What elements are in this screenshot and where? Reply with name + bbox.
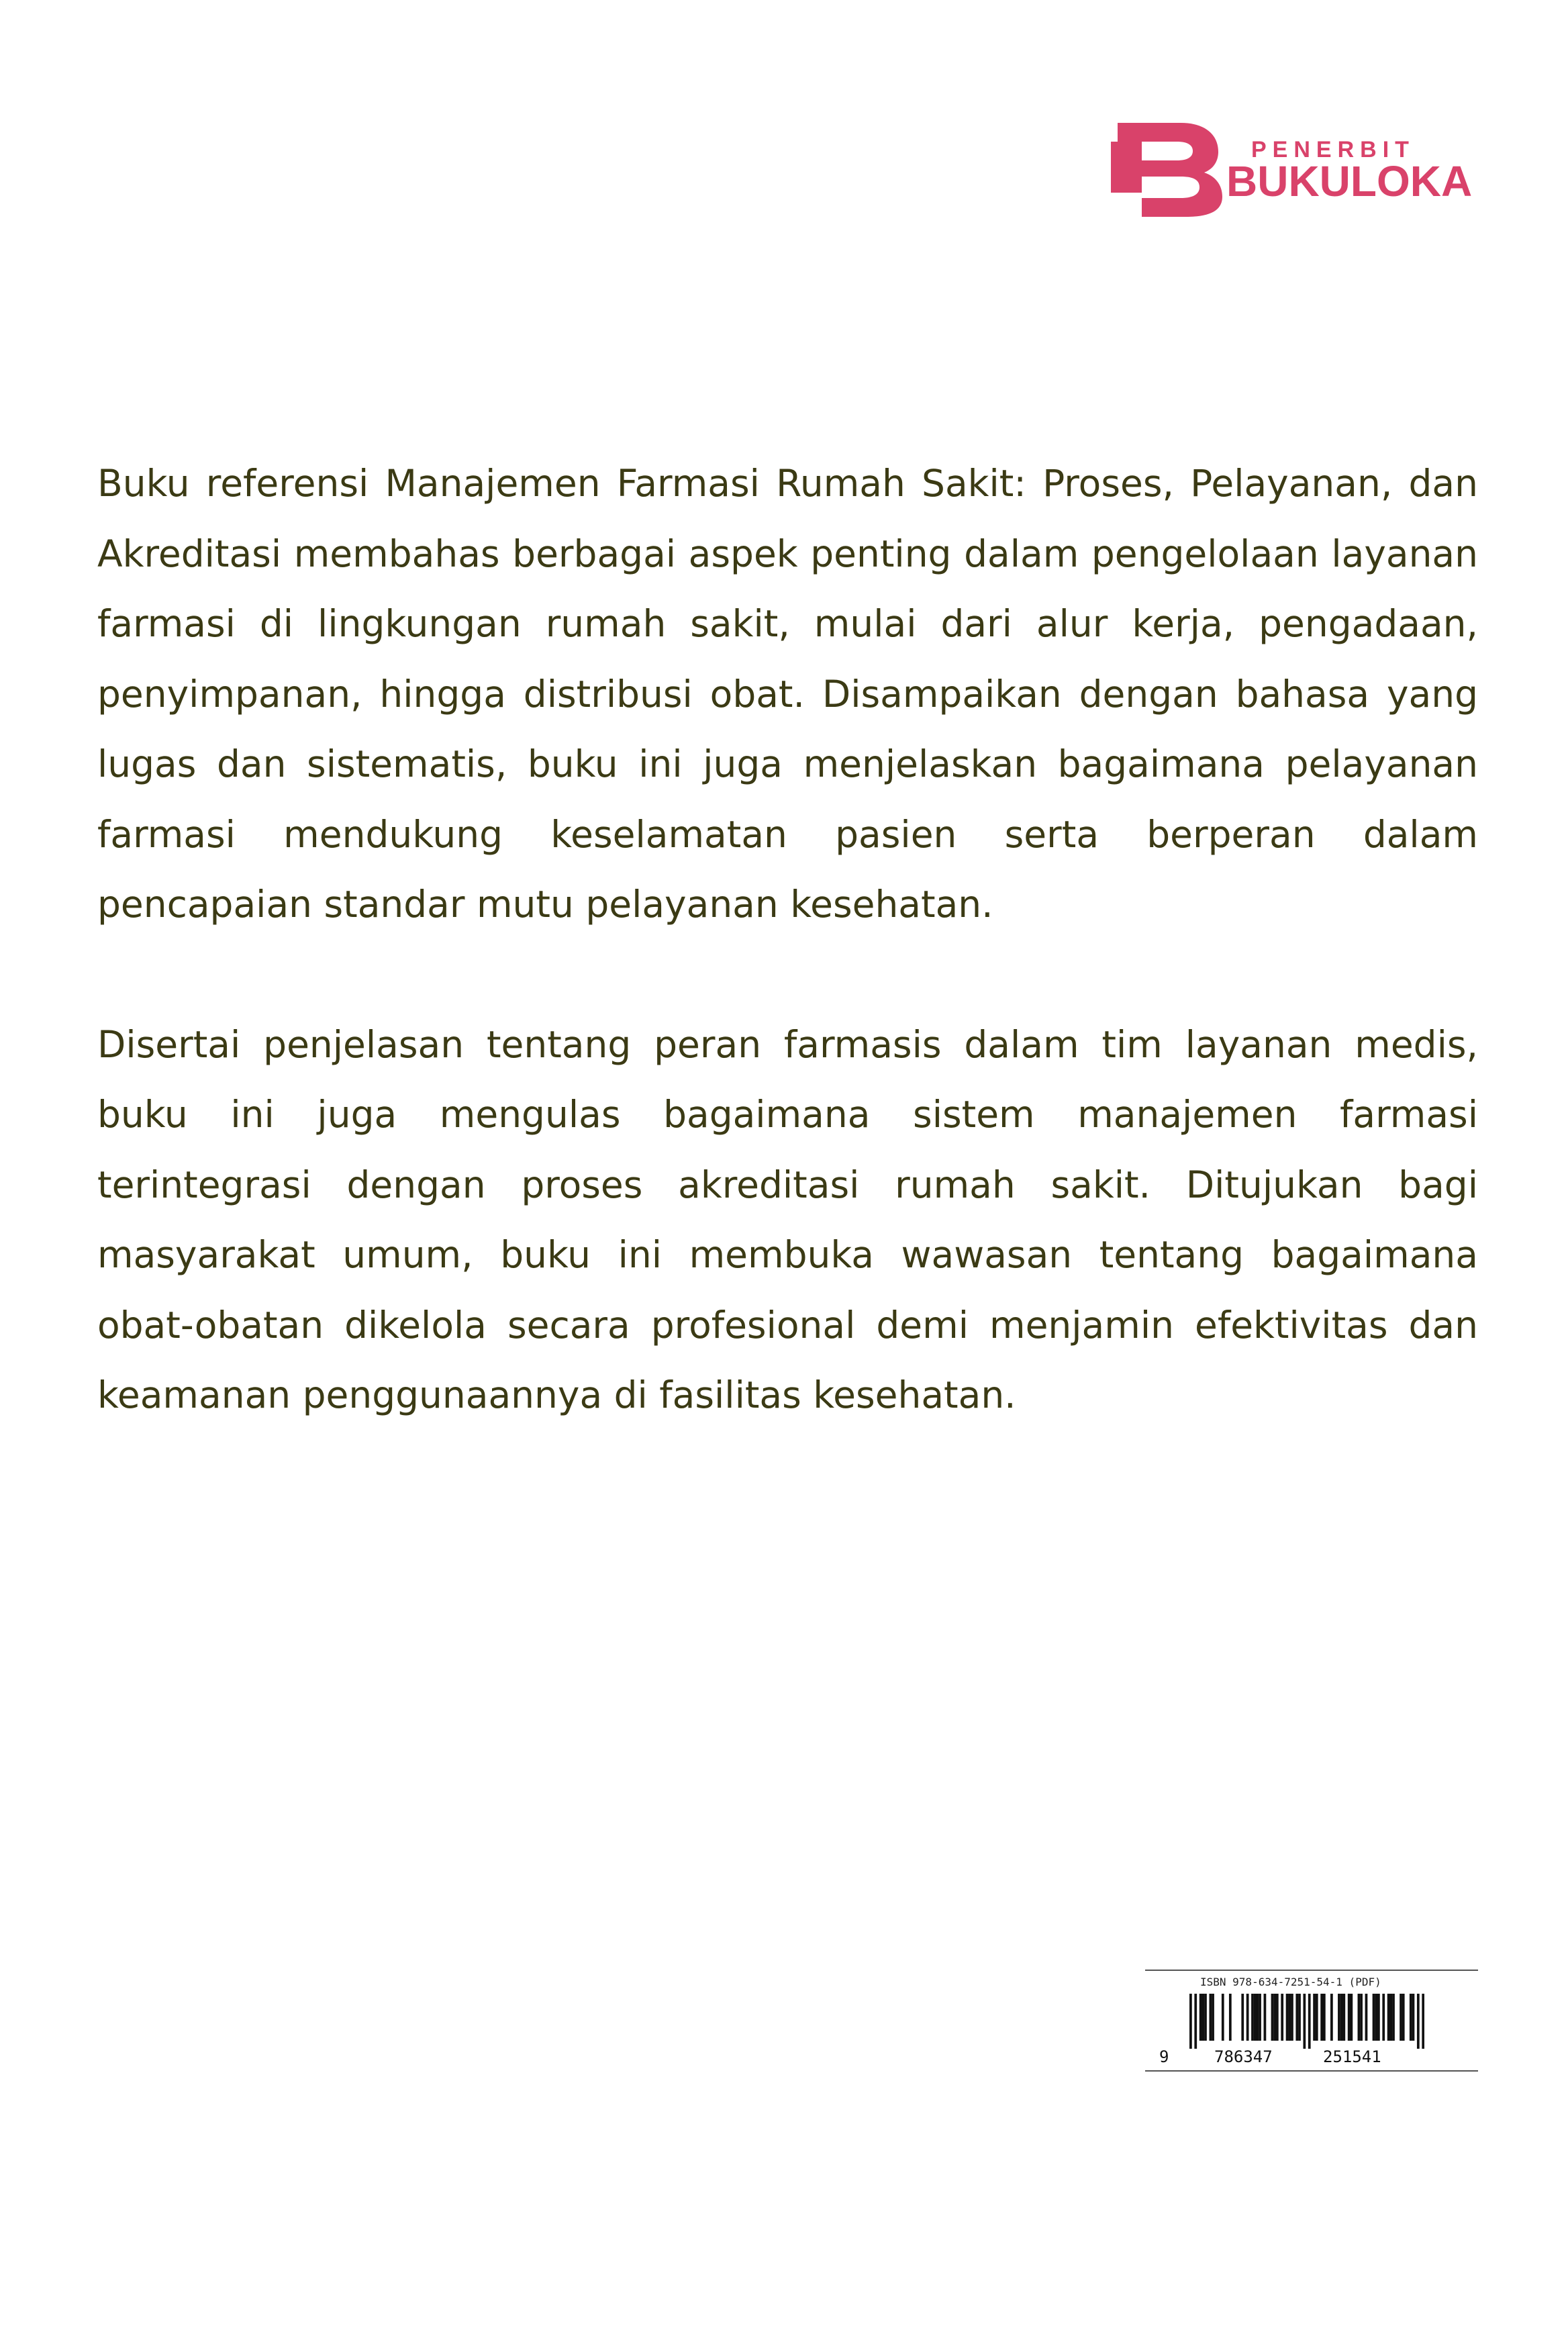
barcode-bar — [1402, 1994, 1405, 2041]
barcode-bar — [1298, 1994, 1301, 2041]
barcode-bars — [1189, 1994, 1424, 2049]
barcode-bar — [1342, 1994, 1345, 2041]
barcode-digits-left: 786347 — [1214, 2047, 1273, 2066]
barcode-bar — [1410, 1994, 1412, 2041]
barcode-bar — [1412, 1994, 1415, 2041]
barcode-bar — [1273, 1994, 1276, 2041]
barcode-bar — [1400, 1994, 1402, 2041]
barcode-bar — [1251, 1994, 1254, 2041]
barcode-bar — [1288, 1994, 1291, 2041]
barcode-bar — [1222, 1994, 1224, 2041]
barcode-bar — [1229, 1994, 1232, 2041]
barcode-bar — [1254, 1994, 1257, 2041]
barcode-bar — [1246, 1994, 1249, 2041]
isbn-label: ISBN 978-634-7251-54-1 (PDF) — [1200, 1976, 1381, 1988]
barcode-bar — [1308, 1994, 1311, 2049]
barcode-digit-first: 9 — [1159, 2047, 1169, 2066]
barcode-bar — [1389, 1994, 1392, 2041]
barcode-bar — [1313, 1994, 1316, 2041]
barcode-bottom-rule — [1145, 2070, 1478, 2072]
barcode-bar — [1330, 1994, 1333, 2041]
barcode-bar — [1392, 1994, 1395, 2041]
barcode-bar — [1209, 1994, 1212, 2041]
barcode-bar — [1340, 1994, 1343, 2041]
barcode-bar — [1194, 1994, 1197, 2049]
barcode-bar — [1377, 1994, 1380, 2041]
barcode-bar — [1291, 1994, 1293, 2041]
barcode-bar — [1365, 1994, 1368, 2041]
barcode-bar — [1259, 1994, 1261, 2041]
barcode-bar — [1271, 1994, 1274, 2041]
barcode-bar — [1422, 1994, 1424, 2049]
barcode-bar — [1295, 1994, 1298, 2041]
barcode-top-rule — [1145, 1970, 1478, 1971]
barcode-bar — [1202, 1994, 1204, 2041]
blurb-paragraph-1: Buku referensi Manajemen Farmasi Rumah Sakit: Proses, Pelayanan, dan Akreditasi membahas berbagai aspek penting dalam pengelolaan layanan farmasi di lingkungan rumah sakit, mulai dari alur kerja, pengadaan, penyimpanan, hingga distribusi obat. Disampaikan dengan bahasa yang lugas dan sistematis, buku ini juga menjelaskan bagaimana pelayanan farmasi mendukung keselamatan pasien serta berperan dalam pencapaian standar mutu pelayanan kesehatan. — [97, 462, 1478, 926]
publisher-name: BUKULOKA — [1226, 157, 1473, 205]
barcode-bar — [1204, 1994, 1207, 2041]
barcode-bar — [1256, 1994, 1259, 2041]
barcode-bar — [1316, 1994, 1318, 2041]
barcode-digits-right: 251541 — [1323, 2047, 1381, 2066]
isbn-barcode — [1145, 1970, 1478, 2072]
back-cover-blurb — [97, 448, 1478, 1430]
barcode-bar — [1264, 1994, 1267, 2041]
barcode-bar — [1382, 1994, 1385, 2041]
barcode-bar — [1189, 1994, 1192, 2049]
barcode-bar — [1286, 1994, 1289, 2041]
barcode-bar — [1199, 1994, 1202, 2041]
publisher-logo — [1111, 123, 1487, 217]
barcode-bar — [1350, 1994, 1353, 2041]
barcode-bar — [1212, 1994, 1214, 2041]
bukuloka-b-logo-icon — [1111, 123, 1222, 217]
barcode-bar — [1348, 1994, 1351, 2041]
barcode-bar — [1338, 1994, 1340, 2041]
barcode-bar — [1417, 1994, 1420, 2049]
barcode-bar — [1241, 1994, 1244, 2041]
barcode-bar — [1323, 1994, 1326, 2041]
barcode-bar — [1303, 1994, 1306, 2049]
barcode-bar — [1281, 1994, 1283, 2041]
publisher-label: PENERBIT — [1251, 137, 1415, 162]
barcode-bar — [1320, 1994, 1323, 2041]
barcode-bar — [1358, 1994, 1361, 2041]
barcode-bar — [1360, 1994, 1363, 2041]
blurb-paragraph-2: Disertai penjelasan tentang peran farmasis dalam tim layanan medis, buku ini juga mengulas bagaimana sistem manajemen farmasi terintegrasi dengan proses akreditasi rumah sakit. Ditujukan bagi masyarakat umum, buku ini membuka wawasan tentang bagaimana obat-obatan dikelola secara profesional demi menjamin efektivitas dan keamanan penggunaannya di fasilitas kesehatan. — [97, 1022, 1478, 1416]
barcode-bar — [1373, 1994, 1375, 2041]
barcode-bar — [1276, 1994, 1279, 2041]
barcode-bar — [1375, 1994, 1377, 2041]
barcode-bar — [1387, 1994, 1390, 2041]
